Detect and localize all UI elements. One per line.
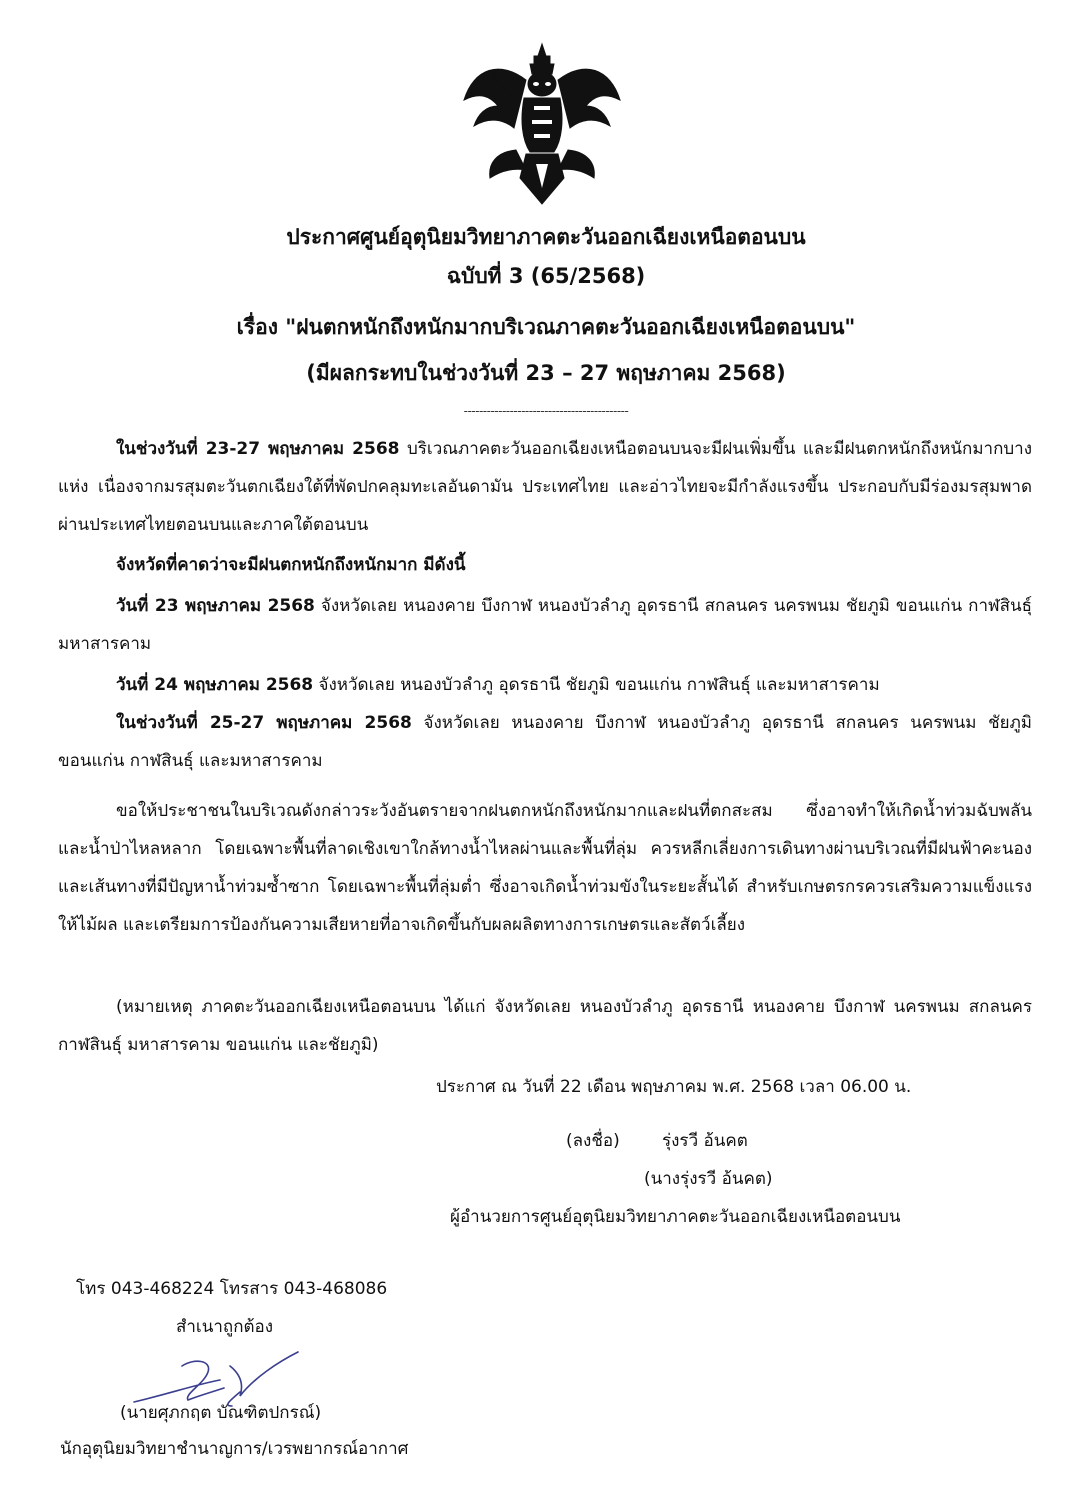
provinces-heading: จังหวัดที่คาดว่าจะมีฝนตกหนักถึงหนักมาก มีดังนี้ <box>116 555 466 575</box>
copy-signer-position: นักอุตุนิยมวิทยาชำนาญการ/เวรพยากรณ์อากาศ <box>60 1439 409 1459</box>
provinces-heading-paragraph <box>58 546 1032 584</box>
forecast-days-25-27 <box>58 704 1032 780</box>
intro-period: ในช่วงวันที่ 23-27 พฤษภาคม 2568 <box>116 439 400 459</box>
intro-paragraph <box>58 430 1032 544</box>
announcement-date: ประกาศ ณ วันที่ 22 เดือน พฤษภาคม พ.ศ. 2568 เวลา 06.00 น. <box>436 1077 912 1097</box>
issue-number: ฉบับที่ 3 (65/2568) <box>446 264 646 288</box>
province-list: จังหวัดเลย หนองคาย บึงกาฬ หนองบัวลำภู อุดรธานี สกลนคร นครพนม ชัยภูมิ ขอนแก่น กาฬสินธุ์ มหาสารคาม <box>58 596 1032 654</box>
copy-signer-name: (นายศุภกฤต บัณฑิตปกรณ์) <box>120 1403 322 1423</box>
advice-text: ขอให้ประชาชนในบริเวณดังกล่าวระวังอันตรายจากฝนตกหนักถึงหนักมากและฝนที่ตกสะสม ซึ่งอาจทำให้เกิดน้ำท่วมฉับพลันและน้ำป่าไหลหลาก โดยเฉพาะพื้นที่ลาดเชิงเขาใกล้ทางน้ำไหลผ่านและพื้นที่ลุ่ม ควรหลีกเลี่ยงการเดินทางผ่านบริเวณที่มีฝนฟ้าคะนอง และเส้นทางที่มีปัญหาน้ำท่วมซ้ำซาก โดยเฉพาะพื้นที่ลุ่มต่ำ ซึ่งอาจเกิดน้ำท่วมขังในระยะสั้นได้ สำหรับเกษตรกรควรเสริมความแข็งแรงให้ไม้ผล และเตรียมการป้องกันความเสียหายที่อาจเกิดขึ้นกับผลผลิตทางการเกษตรและสัตว์เลี้ยง <box>58 801 1032 935</box>
effective-period: (มีผลกระทบในช่วงวันที่ 23 – 27 พฤษภาคม 2568) <box>306 361 786 385</box>
contact-numbers: โทร 043-468224 โทรสาร 043-468086 <box>76 1279 388 1299</box>
forecast-day-24 <box>58 666 1032 704</box>
note-paragraph <box>58 988 1032 1064</box>
forecast-date: วันที่ 24 พฤษภาคม 2568 <box>116 675 314 695</box>
forecast-day-23 <box>58 587 1032 663</box>
forecast-date: ในช่วงวันที่ 25-27 พฤษภาคม 2568 <box>116 713 412 733</box>
subject-line: เรื่อง "ฝนตกหนักถึงหนักมากบริเวณภาคตะวันออกเฉียงเหนือตอนบน" <box>236 315 856 339</box>
signed-label: (ลงชื่อ) <box>566 1131 620 1151</box>
intro-text: บริเวณภาคตะวันออกเฉียงเหนือตอนบนจะมีฝนเพิ่มขึ้น และมีฝนตกหนักถึงหนักมากบางแห่ง เนื่องจากมรสุมตะวันตกเฉียงใต้ที่พัดปกคลุมทะเลอันดามัน ประเทศไทย และอ่าวไทยจะมีกำลังแรงขึ้น ประกอบกับมีร่องมรสุมพาดผ่านประเทศไทยตอนบนและภาคใต้ตอนบน <box>58 439 1032 535</box>
title-divider: ------------------------------------------- <box>463 404 629 418</box>
note-text: (หมายเหตุ ภาคตะวันออกเฉียงเหนือตอนบน ได้แก่ จังหวัดเลย หนองบัวลำภู อุดรธานี หนองคาย บึงกาฬ นครพนม สกลนคร กาฬสินธุ์ มหาสารคาม ขอนแก่น และชัยภูมิ) <box>58 997 1032 1055</box>
certified-copy-label: สำเนาถูกต้อง <box>176 1317 274 1337</box>
garuda-emblem-icon <box>460 40 624 208</box>
forecast-date: วันที่ 23 พฤษภาคม 2568 <box>116 596 315 616</box>
province-list: จังหวัดเลย หนองคาย บึงกาฬ หนองบัวลำภู อุดรธานี สกลนคร นครพนม ชัยภูมิ ขอนแก่น กาฬสินธุ์ และมหาสารคาม <box>58 713 1033 771</box>
signatory-position: ผู้อำนวยการศูนย์อุตุนิยมวิทยาภาคตะวันออกเฉียงเหนือตอนบน <box>450 1207 901 1227</box>
advice-paragraph <box>58 792 1032 944</box>
province-list: จังหวัดเลย หนองบัวลำภู อุดรธานี ชัยภูมิ ขอนแก่น กาฬสินธุ์ และมหาสารคาม <box>313 675 880 695</box>
signed-name: รุ่งรวี อ้นคต <box>662 1131 748 1151</box>
document-title: ประกาศศูนย์อุตุนิยมวิทยาภาคตะวันออกเฉียงเหนือตอนบน <box>286 225 806 249</box>
printed-name: (นางรุ่งรวี อ้นคต) <box>644 1169 773 1189</box>
